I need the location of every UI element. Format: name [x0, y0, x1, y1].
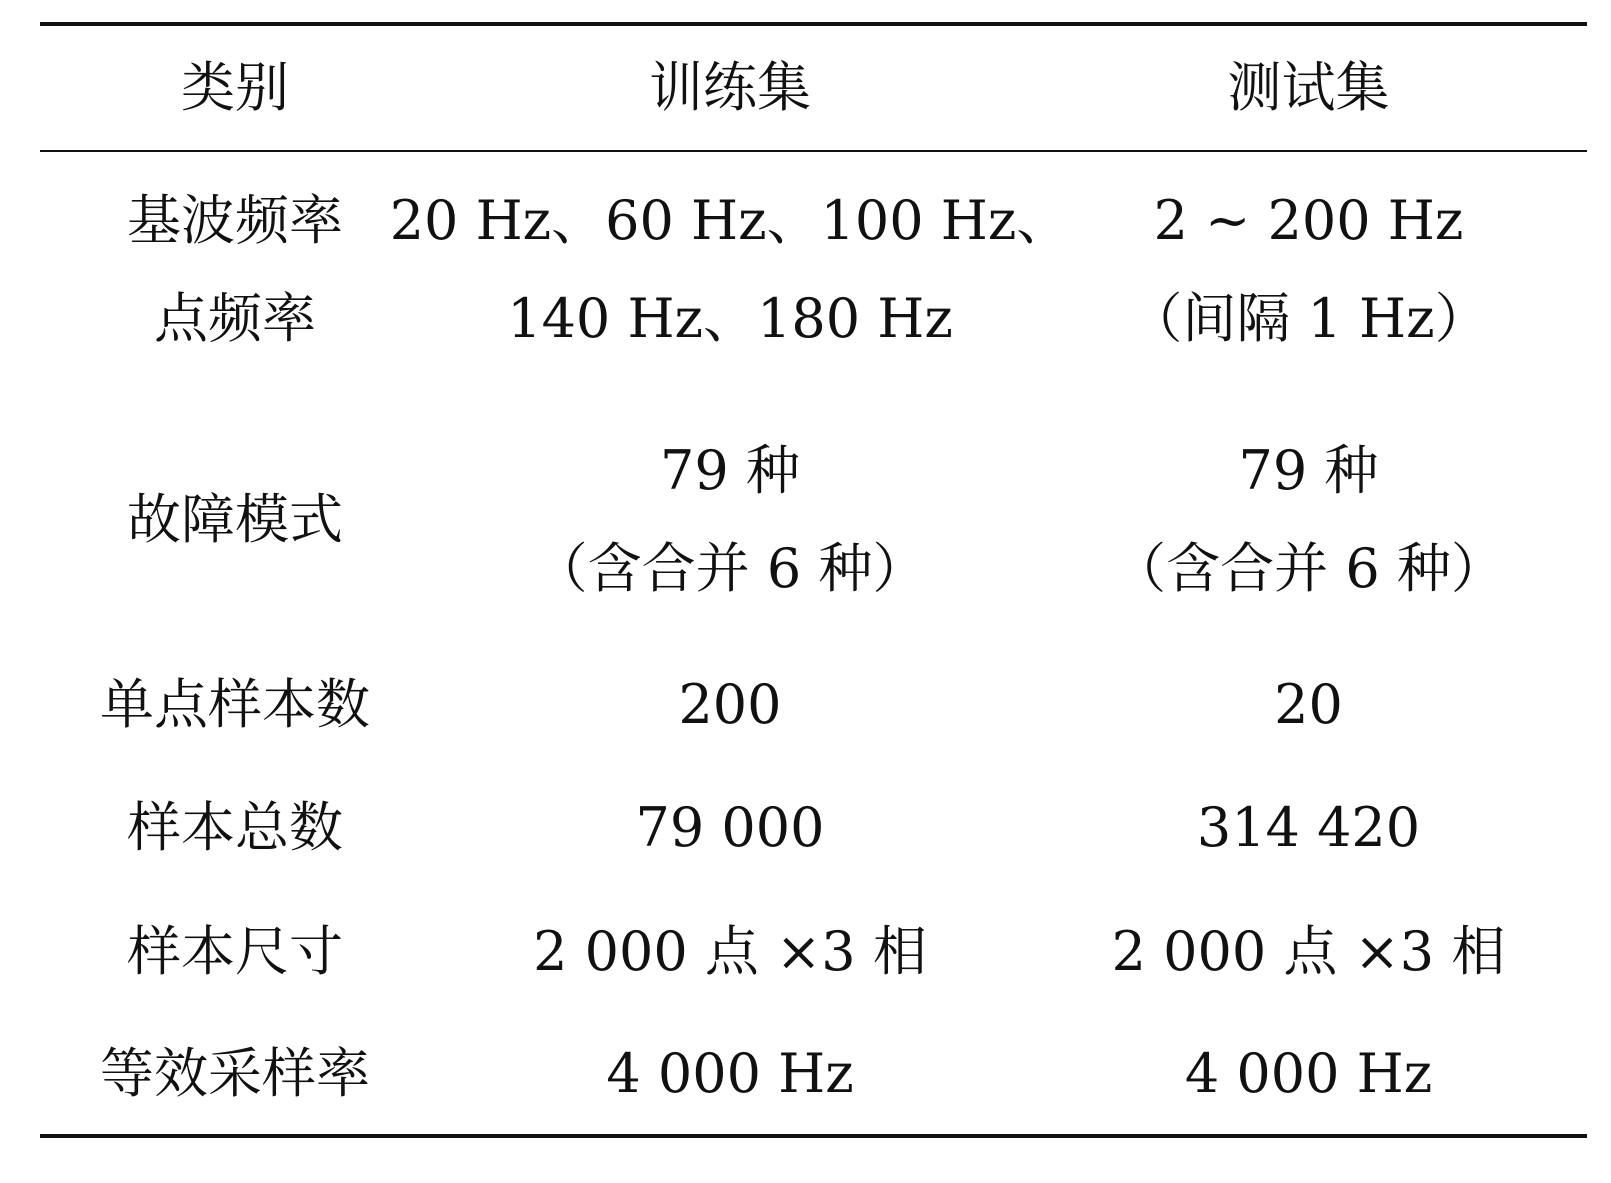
row-fault-mode-train	[430, 420, 1030, 620]
category-line-1: 单点样本数	[100, 673, 370, 736]
row-equivalent-sampling-rate-train	[430, 1024, 1030, 1124]
test-line-2: （间隔 1 Hz）	[1128, 287, 1489, 350]
train-line-1: 20 Hz、60 Hz、100 Hz、	[389, 189, 1071, 252]
header-train	[430, 30, 1030, 146]
row-samples-per-point-train	[430, 655, 1030, 755]
category-line-1: 基波频率	[127, 189, 343, 252]
header-category-label: 类别	[181, 56, 289, 119]
row-sample-size-category	[40, 902, 430, 1002]
header-test	[1030, 30, 1587, 146]
row-fundamental-frequency-test	[1030, 170, 1587, 370]
row-equivalent-sampling-rate-test	[1030, 1024, 1587, 1124]
row-total-samples-category	[40, 778, 430, 878]
train-line-2: （含合并 6 种）	[533, 537, 927, 600]
train-line-1: 2 000 点 ×3 相	[533, 920, 927, 983]
header-train-label: 训练集	[649, 56, 811, 119]
test-line-2: （含合并 6 种）	[1112, 537, 1505, 600]
header-test-label: 测试集	[1227, 56, 1390, 119]
category-line-1: 等效采样率	[100, 1042, 370, 1105]
train-line-1: 79 种	[660, 439, 800, 502]
table-bottom-rule	[40, 1134, 1587, 1138]
row-sample-size-train	[430, 902, 1030, 1002]
row-sample-size-test	[1030, 902, 1587, 1002]
test-line-1: 79 种	[1238, 439, 1379, 502]
category-line-1: 样本总数	[127, 796, 343, 859]
test-line-1: 2 ~ 200 Hz	[1153, 189, 1464, 252]
row-fault-mode-test	[1030, 420, 1587, 620]
test-line-1: 4 000 Hz	[1184, 1042, 1433, 1105]
row-samples-per-point-test	[1030, 655, 1587, 755]
row-fundamental-frequency-category	[40, 170, 430, 370]
table-header-rule	[40, 150, 1587, 152]
train-line-1: 79 000	[635, 796, 825, 859]
row-fault-mode-category	[40, 420, 430, 620]
test-line-1: 2 000 点 ×3 相	[1111, 920, 1506, 983]
table-top-rule	[40, 22, 1587, 26]
train-line-1: 200	[678, 673, 782, 736]
category-line-1: 故障模式	[127, 488, 343, 551]
row-samples-per-point-category	[40, 655, 430, 755]
row-equivalent-sampling-rate-category	[40, 1024, 430, 1124]
test-line-1: 314 420	[1196, 796, 1421, 859]
header-category	[40, 30, 430, 146]
category-line-2: 点频率	[154, 287, 316, 350]
train-line-1: 4 000 Hz	[606, 1042, 854, 1105]
row-total-samples-test	[1030, 778, 1587, 878]
test-line-1: 20	[1274, 673, 1343, 736]
train-line-2: 140 Hz、180 Hz	[507, 287, 953, 350]
row-total-samples-train	[430, 778, 1030, 878]
data-table	[40, 0, 1587, 1183]
row-fundamental-frequency-train	[389, 170, 1071, 370]
category-line-1: 样本尺寸	[127, 920, 343, 983]
